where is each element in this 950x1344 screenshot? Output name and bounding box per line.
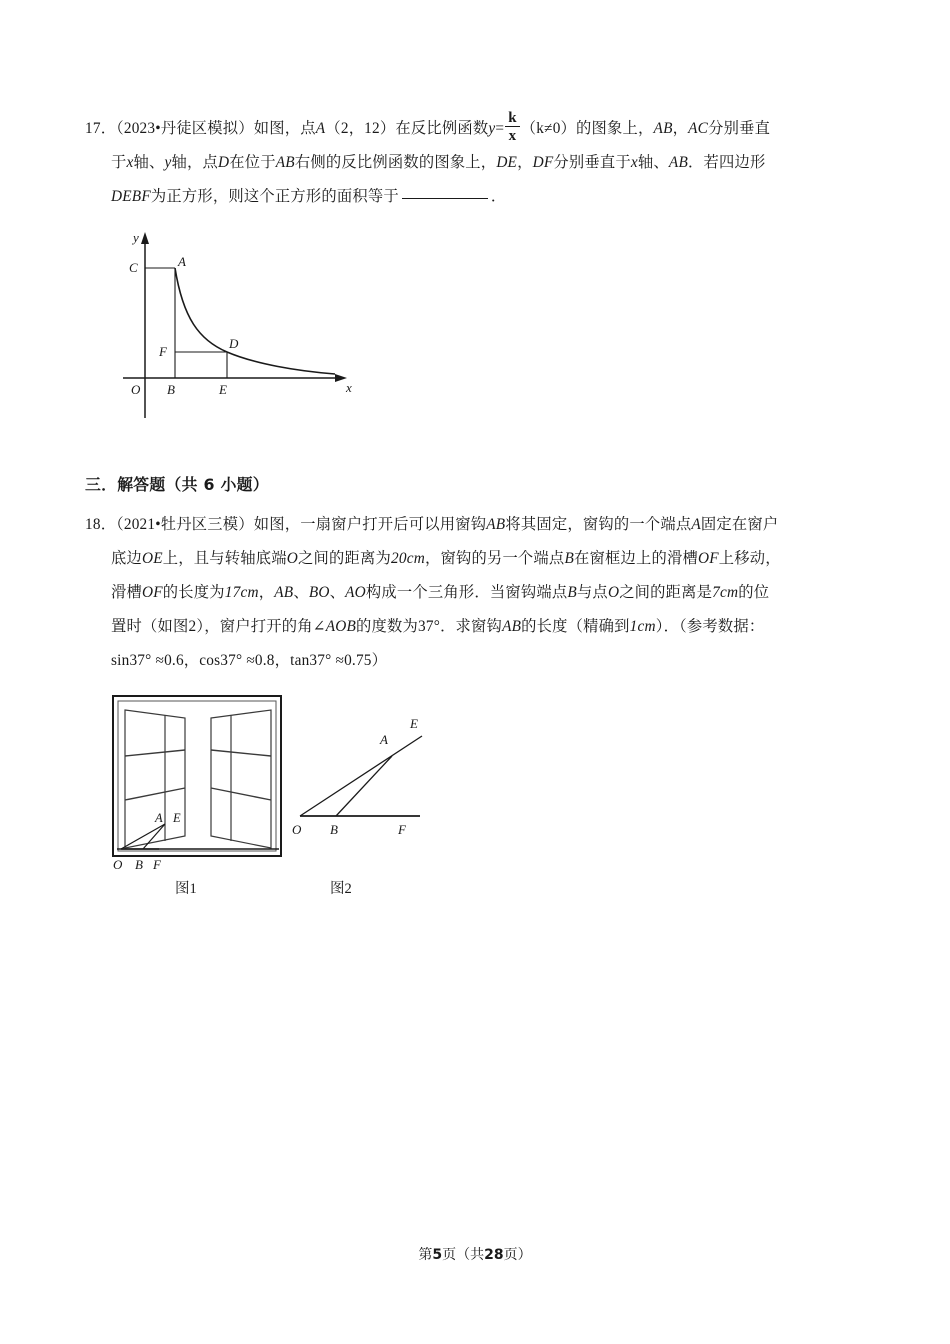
figure-18b-label-B: B bbox=[330, 822, 338, 838]
figure-18b-caption: 图2 bbox=[330, 881, 352, 898]
question-18-source: （2021•牡丹区三模） bbox=[116, 516, 254, 534]
footer-prefix: 第 bbox=[418, 1247, 433, 1263]
q18-l2b: 上，且与转轴底端 bbox=[162, 550, 287, 568]
q17-l2c: 轴，点 bbox=[171, 154, 218, 172]
question-18-line-1: 18．（2021•牡丹区三模）如图，一扇窗户打开后可以用窗钩AB将其固定，窗钩的一个端点A固定在窗户 bbox=[85, 516, 779, 534]
q17-seg-DE: DE bbox=[496, 154, 518, 172]
window-panel-left-rail-top bbox=[125, 750, 185, 756]
footer-mid: 页（共 bbox=[442, 1247, 485, 1263]
q18-l2e: 在窗框边上的滑槽 bbox=[573, 550, 698, 568]
window-panel-right-rail-bottom bbox=[211, 788, 271, 800]
q17-l2g: 分别垂直于 bbox=[553, 154, 631, 172]
window-panel-left-rail-bottom bbox=[125, 788, 185, 800]
q18-l1c: 固定在窗户 bbox=[700, 516, 779, 534]
question-17 bbox=[85, 112, 875, 414]
q17-l1d: 分别垂直 bbox=[708, 120, 771, 137]
label-x-axis: x bbox=[346, 380, 352, 396]
q17-l2i: ．若四边形 bbox=[688, 154, 766, 172]
footer-page-number: 5 bbox=[432, 1247, 443, 1263]
question-18-line-2 bbox=[85, 542, 875, 576]
q18-value-20cm: 20cm bbox=[391, 550, 425, 568]
figure-18b-label-E: E bbox=[410, 716, 418, 732]
q18-seg-OE: OE bbox=[142, 550, 163, 568]
figure-17-hyperbola bbox=[85, 214, 875, 414]
q18-seg-OF-2: OF bbox=[142, 584, 163, 602]
figure-18a-svg bbox=[103, 688, 303, 898]
footer-total-pages: 28 bbox=[484, 1247, 504, 1263]
fraction-numerator: k bbox=[505, 111, 520, 127]
q18-point-A: A bbox=[691, 516, 701, 534]
window-panel-right-outer bbox=[211, 710, 271, 848]
q17-seg-AB-2: AB bbox=[275, 154, 295, 172]
triangle-ray-OE bbox=[300, 736, 422, 816]
question-17-source: （2023•丹徒区模拟） bbox=[116, 120, 254, 137]
q18-l3d: 、 bbox=[293, 584, 309, 602]
q18-l3e: 、 bbox=[329, 584, 346, 602]
q18-value-37deg: 37° bbox=[418, 618, 441, 636]
q18-seg-OF: OF bbox=[697, 550, 719, 568]
question-18-line-3 bbox=[85, 576, 875, 610]
question-17-line-3 bbox=[85, 180, 875, 214]
q17-eq-y: y bbox=[488, 120, 496, 137]
q18-fig-ref-2: 2 bbox=[188, 618, 197, 636]
fraction-k-over-x bbox=[505, 111, 520, 145]
q18-value-17cm: 17cm bbox=[224, 584, 259, 602]
window-outer-frame bbox=[113, 696, 281, 856]
window-panel-left-outer bbox=[125, 710, 185, 848]
footer-suffix: 页） bbox=[503, 1247, 532, 1263]
label-point-A: A bbox=[178, 254, 186, 270]
question-18-line-4 bbox=[85, 610, 875, 644]
q17-l2d: 在位于 bbox=[229, 154, 276, 172]
figure-18b-label-A: A bbox=[380, 732, 388, 748]
question-17-line-2 bbox=[85, 146, 875, 180]
q18-l3i: 的位 bbox=[738, 584, 770, 602]
q18-l2f: 上移动， bbox=[718, 550, 781, 568]
fraction-denominator: x bbox=[508, 128, 517, 145]
q17-seg-AC: AC bbox=[688, 120, 709, 137]
q17-condition: （k≠0） bbox=[520, 120, 577, 137]
q18-l4e: 的长度（精确到 bbox=[521, 618, 630, 636]
label-point-E: E bbox=[219, 382, 227, 398]
label-point-D: D bbox=[229, 336, 239, 352]
figure-18a-label-A: A bbox=[155, 811, 163, 826]
q18-point-O-2: O bbox=[607, 584, 620, 602]
q17-axis-x-2: x bbox=[630, 154, 638, 172]
label-point-C: C bbox=[129, 260, 138, 276]
figure-18a-label-F: F bbox=[153, 857, 161, 873]
page-content bbox=[85, 112, 875, 903]
q17-point-D: D bbox=[218, 154, 230, 172]
q18-l4f: ）．（参考数据： bbox=[655, 618, 765, 636]
q18-l4d: ．求窗钩 bbox=[440, 618, 503, 636]
question-18-number: 18 bbox=[85, 516, 101, 534]
figure-18a-label-O: O bbox=[113, 857, 123, 873]
label-point-F: F bbox=[159, 344, 167, 360]
figure-18-group bbox=[85, 688, 875, 903]
figure-18a-label-E: E bbox=[173, 811, 181, 826]
label-y-axis: y bbox=[133, 230, 139, 246]
q17-point-A: A bbox=[315, 120, 326, 137]
q18-l3c: ， bbox=[258, 584, 275, 602]
q17-coords: （2，12） bbox=[325, 120, 396, 137]
q17-seg-DF: DF bbox=[532, 154, 554, 172]
q17-seg-AB: AB bbox=[653, 120, 673, 137]
q17-l2e: 右侧的反比例函数的图象上， bbox=[294, 154, 497, 172]
q18-l2c: 之间的距离为 bbox=[298, 550, 392, 568]
q18-l3a: 滑槽 bbox=[111, 584, 142, 602]
q17-comma-1: ， bbox=[672, 120, 689, 137]
q18-value-7cm: 7cm bbox=[712, 584, 739, 602]
q18-seg-BO: BO bbox=[308, 584, 330, 602]
q18-l4b: ），窗户打开的角∠ bbox=[196, 618, 326, 636]
q18-l3h: 之间的距离是 bbox=[619, 584, 713, 602]
y-axis-arrow bbox=[141, 232, 149, 244]
figure-18b-label-F: F bbox=[398, 822, 406, 838]
q17-l1c: 的图象上， bbox=[576, 120, 654, 137]
q18-l1b: 将其固定，窗钩的一个端点 bbox=[505, 516, 692, 534]
q18-point-B: B bbox=[564, 550, 574, 568]
q17-axis-x: x bbox=[126, 154, 134, 172]
q18-l3f: 构成一个三角形．当窗钩端点 bbox=[365, 584, 568, 602]
window-panel-right-rail-top bbox=[211, 750, 271, 756]
figure-18b-label-O: O bbox=[292, 822, 302, 838]
section-heading-3: 三．解答题（共 6 小题） bbox=[85, 475, 269, 495]
hook-segment-OA bbox=[121, 824, 165, 849]
q18-l2d: ，窗钩的另一个端点 bbox=[424, 550, 565, 568]
label-point-B: B bbox=[167, 382, 175, 398]
q17-l3b: 为正方形，则这个正方形的面积等于 bbox=[150, 188, 399, 206]
triangle-segment-AB bbox=[336, 756, 392, 816]
q18-l3b: 的长度为 bbox=[162, 584, 225, 602]
q17-eq-equals: = bbox=[495, 120, 505, 137]
q18-l3g: 与点 bbox=[576, 584, 608, 602]
q17-l2b: 轴、 bbox=[133, 154, 165, 172]
q17-l2h: 轴、 bbox=[637, 154, 669, 172]
q18-seg-AO: AO bbox=[345, 584, 366, 602]
q17-l1a: 如图，点 bbox=[253, 120, 316, 137]
figure-17-svg bbox=[103, 226, 403, 426]
figure-18b-svg bbox=[280, 688, 490, 898]
q17-comma-2: ， bbox=[517, 154, 533, 172]
q17-seg-AB-3: AB bbox=[668, 154, 688, 172]
q17-axis-y: y bbox=[164, 154, 172, 172]
question-17-number: 17 bbox=[85, 120, 101, 137]
q18-l2a: 底边 bbox=[111, 550, 142, 568]
q17-quad-DEBF: DEBF bbox=[111, 188, 151, 206]
q17-l2a: 于 bbox=[111, 154, 127, 172]
q18-l4a: 置时（如图 bbox=[111, 618, 189, 636]
figure-18a-label-B: B bbox=[135, 857, 143, 873]
q18-point-O: O bbox=[286, 550, 299, 568]
q18-seg-AB: AB bbox=[486, 516, 506, 534]
label-origin-O: O bbox=[131, 382, 141, 398]
question-18-line-5: sin37° ≈0.6，cos37° ≈0.8，tan37° ≈0.75） bbox=[111, 652, 388, 670]
q18-value-1cm: 1cm bbox=[629, 618, 656, 636]
q17-l1b: 在反比例函数 bbox=[395, 120, 489, 137]
question-17-line-1: 17．（2023•丹徒区模拟）如图，点A（2，12）在反比例函数y= $\frac{k}{x}$ （k≠0）的图象上，AB，AC分别垂直 bbox=[85, 110, 771, 145]
window-inner-frame bbox=[118, 701, 276, 851]
q18-point-B-2: B bbox=[567, 584, 577, 602]
q18-angle-AOB: AOB bbox=[325, 618, 357, 636]
q18-l1a: 如图，一扇窗户打开后可以用窗钩 bbox=[253, 516, 487, 534]
q18-l4c: 的度数为 bbox=[356, 618, 419, 636]
figure-18a-caption: 图1 bbox=[175, 881, 197, 898]
q18-seg-AB-3: AB bbox=[502, 618, 522, 636]
page-footer bbox=[0, 1244, 950, 1264]
q17-l3c: ． bbox=[490, 188, 507, 206]
q18-seg-AB-2: AB bbox=[274, 584, 294, 602]
hyperbola-curve bbox=[175, 268, 335, 374]
answer-blank-17[interactable] bbox=[402, 198, 488, 199]
hook-segment-BA bbox=[143, 824, 165, 849]
question-18 bbox=[85, 508, 875, 903]
